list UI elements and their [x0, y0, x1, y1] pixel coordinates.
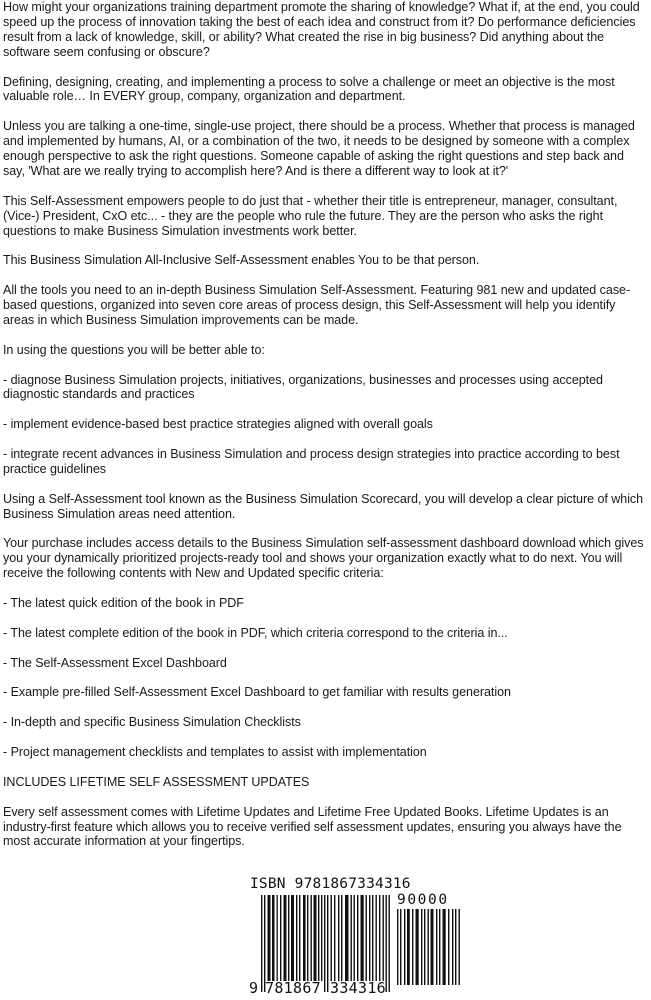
paragraph-defining-process: Defining, designing, creating, and implementing a process to solve a challenge or meet an objective is the most valuable role… In EVERY group, company, organization and department. — [3, 74, 615, 104]
paragraph-all-the-tools: All the tools you need to an in-depth Business Simulation Self-Assessment. Featuring 981 new and updated case-based questions, organized into seven core areas of process design, this Self-Assessment will help you identify areas in which Business Simulation improvements can be made. — [3, 283, 631, 327]
content-item-excel-dashboard: - The Self-Assessment Excel Dashboard — [3, 655, 227, 670]
paragraph-in-using-questions: In using the questions you will be better able to: — [3, 342, 265, 357]
bullet-diagnose: - diagnose Business Simulation projects, initiatives, organizations, businesses and processes using accepted diagnostic standards and practices — [3, 372, 603, 402]
paragraph-intro-questions: How might your organizations training department promote the sharing of knowledge? What if, at the end, you could speed up the process of innovation taking the best of each idea and construct from it? Do performance deficiencies result from a lack of knowledge, skill, or ability? What created the rise in big business? Did anything about the software seem confusing or obscure? — [3, 0, 640, 59]
back-cover-text — [3, 0, 649, 864]
content-item-complete-edition: - The latest complete edition of the book in PDF, which criteria correspond to the criteria in... — [3, 625, 508, 640]
addon-price-code: 90000 — [397, 892, 449, 908]
content-item-quick-edition: - The latest quick edition of the book in PDF — [3, 596, 244, 611]
barcode-digits-left: 781867 — [265, 979, 321, 997]
barcode-digits-right: 334316 — [330, 979, 386, 997]
isbn-barcode — [249, 876, 469, 1000]
paragraph-enables-you: This Business Simulation All-Inclusive Self-Assessment enables You to be that person. — [3, 253, 480, 268]
content-item-example-dashboard: - Example pre-filled Self-Assessment Excel Dashboard to get familiar with results generation — [3, 685, 511, 700]
heading-lifetime-updates: INCLUDES LIFETIME SELF ASSESSMENT UPDATES — [3, 774, 310, 789]
barcode-digit-first: 9 — [249, 979, 259, 997]
content-item-checklists: - In-depth and specific Business Simulation Checklists — [3, 715, 301, 730]
paragraph-unless-one-time: Unless you are talking a one-time, single-use project, there should be a process. Whether that process is managed and implemented by humans, AI, or a combination of the two, it needs to be designed by someone with a complex enough perspective to ask the right questions. Someone capable of asking the right questions and step back and say, 'What are we really trying to accomplish here? And is there a different way to look at it?' — [3, 119, 635, 178]
content-item-pm-checklists: - Project management checklists and templates to assist with implementation — [3, 745, 427, 760]
paragraph-empowers-people: This Self-Assessment empowers people to do just that - whether their title is entrepreneur, manager, consultant, (Vice-) President, CxO etc... - they are the people who rule the future. They are the person who asks the right questions to make Business Simulation investments work better. — [3, 193, 618, 238]
paragraph-scorecard: Using a Self-Assessment tool known as the Business Simulation Scorecard, you will develop a clear picture of which Business Simulation areas need attention. — [3, 491, 644, 521]
bullet-integrate: - integrate recent advances in Business Simulation and process design strategies into practice according to best practice guidelines — [3, 447, 620, 476]
bullet-implement: - implement evidence-based best practice strategies aligned with overall goals — [3, 417, 433, 432]
isbn-label: ISBN 9781867334316 — [250, 876, 411, 892]
paragraph-lifetime-updates: Every self assessment comes with Lifetime Updates and Lifetime Free Updated Books. Lifetime Updates is an industry-first feature which allows you to receive verified self assessment updates, ensuring you always have the most accurate information at your fingertips. — [3, 804, 622, 849]
paragraph-purchase-includes: Your purchase includes access details to the Business Simulation self-assessment dashboard download which gives you your dynamically prioritized projects-ready tool and shows your organization exactly what to do next. You will receive the following contents with New and Updated specific criteria: — [3, 536, 644, 581]
